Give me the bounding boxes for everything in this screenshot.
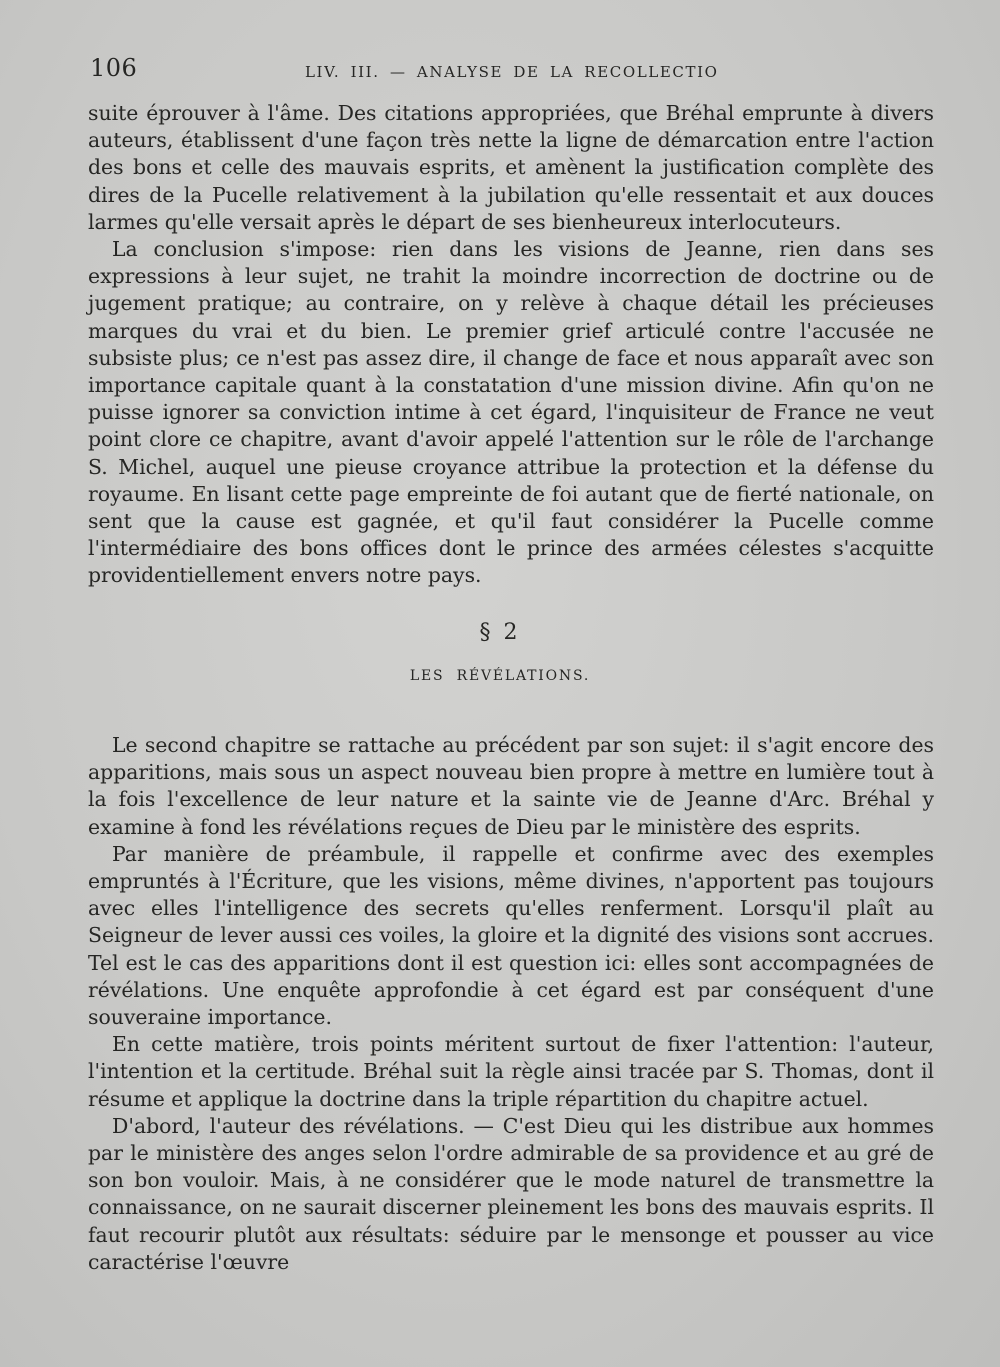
body-text-block-2: [88, 732, 934, 1276]
section-title: LES RÉVÉLATIONS.: [409, 668, 591, 684]
body-text-block-1: [88, 100, 934, 590]
running-title: LIV. III. — ANALYSE DE LA RECOLLECTIO: [305, 63, 719, 81]
paragraph: suite éprouver à l'âme. Des citations appropriées, que Bréhal emprunte à divers auteurs, établissent d'une façon très nette la ligne de démarcation entre l'action des bons et celle des mauvais esprits, et amènent la justification complète des dires de la Pucelle relativement à la jubilation qu'elle ressentait et aux douces larmes qu'elle versait après le départ de ses bienheureux interlocuteurs.: [88, 101, 934, 234]
running-head: [90, 54, 940, 86]
section-mark: § 2: [479, 620, 521, 645]
paragraph: Le second chapitre se rattache au précédent par son sujet: il s'agit encore des apparitions, mais sous un aspect nouveau bien propre à mettre en lumière tout à la fois l'excellence de leur nature et la sainte vie de Jeanne d'Arc. Bréhal y examine à fond les révélations reçues de Dieu par le ministère des esprits.: [88, 733, 934, 839]
paragraph: La conclusion s'impose: rien dans les visions de Jeanne, rien dans ses expressions à leur sujet, ne trahit la moindre incorrection de doctrine ou de jugement pratique; au contraire, on y relève à chaque détail les précieuses marques du vrai et du bien. Le premier grief articulé contre l'accusée ne subsiste plus; ce n'est pas assez dire, il change de face et nous apparaît avec son importance capitale quant à la constatation d'une mission divine. Afin qu'on ne puisse ignorer sa conviction intime à cet égard, l'inquisiteur de France ne veut point clore ce chapitre, avant d'avoir appelé l'attention sur le rôle de l'archange S. Michel, auquel une pieuse croyance attribue la protection et la défense du royaume. En lisant cette page empreinte de foi autant que de fierté nationale, on sent que la cause est gagnée, et qu'il faut considérer la Pucelle comme l'intermédiaire des bons offices dont le prince des armées célestes s'acquitte providentiellement envers notre pays.: [88, 237, 934, 588]
paragraph: En cette matière, trois points méritent surtout de fixer l'attention: l'auteur, l'intention et la certitude. Bréhal suit la règle ainsi tracée par S. Thomas, dont il résume et applique la doctrine dans la triple répartition du chapitre actuel.: [88, 1032, 934, 1111]
paragraph: Par manière de préambule, il rappelle et confirme avec des exemples empruntés à l'Écriture, que les visions, même divines, n'apportent pas toujours avec elles l'intelligence des secrets qu'elles renferment. Lorsqu'il plaît au Seigneur de lever aussi ces voiles, la gloire et la dignité des visions sont accrues. Tel est le cas des apparitions dont il est question ici: elles sont accompagnées de révélations. Une enquête approfondie à cet égard est par conséquent d'une souveraine importance.: [88, 841, 934, 1030]
page-number: 106: [90, 54, 138, 82]
paragraph: D'abord, l'auteur des révélations. — C'est Dieu qui les distribue aux hommes par le ministère des anges selon l'ordre admirable de sa providence et au gré de son bon vouloir. Mais, à ne considérer que le mode naturel de transmettre la connaissance, on ne saurait discerner pleinement les bons des mauvais esprits. Il faut recourir plutôt aux résultats: séduire par le mensonge et pousser au vice caractérise l'œuvre: [88, 1113, 934, 1274]
